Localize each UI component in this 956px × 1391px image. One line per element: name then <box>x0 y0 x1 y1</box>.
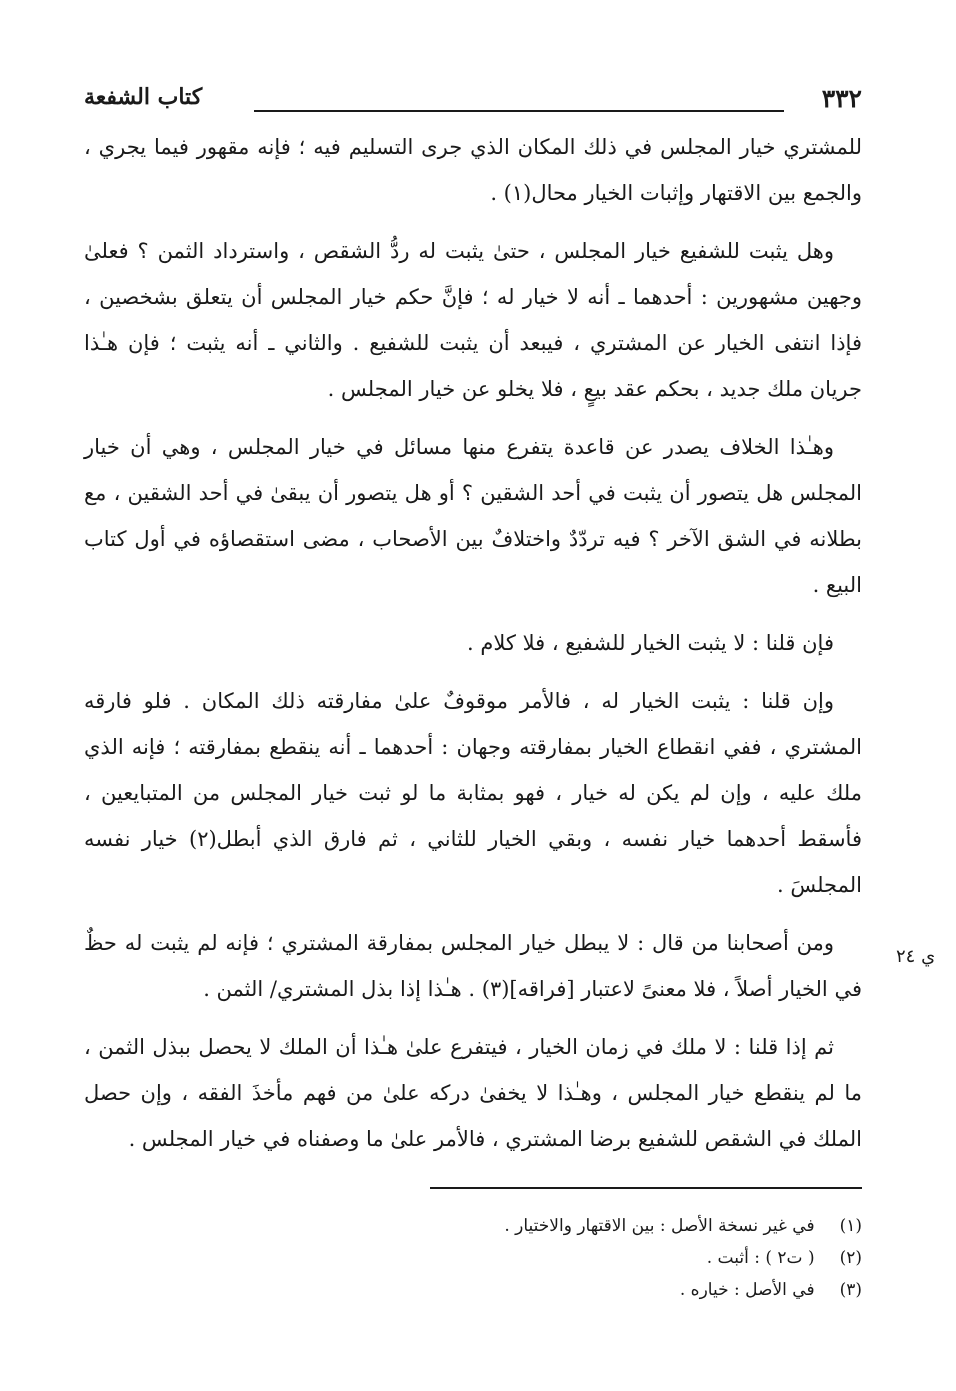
footnote-2 <box>84 1242 862 1274</box>
page-header <box>84 84 862 124</box>
footnote-2-number: (٢) <box>839 1248 862 1268</box>
page-number: ٣٣٢ <box>821 84 862 113</box>
paragraph-6: ومن أصحابنا من قال : لا يبطل خيار المجلس بمفارقة المشتري ؛ فإنه لم يثبت له حظٌ في الخيار أصلاً ، فلا معنىً لاعتبار [فراقه](٣) . هـٰذا إذا بذل المشتري/ الثمن . <box>84 931 862 1001</box>
footnote-1-number: (١) <box>839 1216 862 1236</box>
footnote-3-text: في الأصل : خياره . <box>679 1280 815 1300</box>
footnote-3 <box>84 1274 862 1306</box>
paragraph-2: وهل يثبت للشفيع خيار المجلس ، حتىٰ يثبت له ردُّ الشقص ، واسترداد الثمن ؟ فعلىٰ وجهين مشهورين : أحدهما ـ أنه لا خيار له ؛ فإنَّ حكم خيار المجلس أن يتعلق بشخصين ، فإذا انتفى الخيار عن المشتري ، فيبعد أن يثبت للشفيع . والثاني ـ أنه يثبت ؛ فإن هـٰذا جريان ملك جديد ، بحكم عقد بيعٍ ، فلا يخلو عن خيار المجلس . <box>84 239 862 401</box>
running-title: كتاب الشفعة <box>84 84 203 110</box>
footnote-2-text: ( ت٢ ) : أثبت . <box>706 1248 815 1268</box>
paragraph-3: وهـٰذا الخلاف يصدر عن قاعدة يتفرع منها مسائل في خيار المجلس ، وهي أن خيار المجلس هل يتصور أن يثبت في أحد الشقين ؟ أو هل يتصور أن يبقىٰ في أحد الشقين ، مع بطلانه في الشق الآخر ؟ فيه تردّدٌ واختلافٌ بين الأصحاب ، مضى استقصاؤه في أول كتاب البيع . <box>84 435 862 597</box>
footnotes <box>84 1210 862 1306</box>
footnote-divider <box>430 1187 862 1189</box>
header-rule <box>254 110 784 112</box>
paragraph-7: ثم إذا قلنا : لا ملك في زمان الخيار ، فيتفرع علىٰ هـٰذا أن الملك لا يحصل ببذل الثمن ، ما لم ينقطع خيار المجلس ، وهـٰذا لا يخفىٰ دركه علىٰ من فهم مأخذَ الفقه ، وإن حصل الملك في الشقص للشفيع برضا المشتري ، فالأمر علىٰ ما وصفناه في خيار المجلس . <box>84 1035 862 1151</box>
paragraph-1: للمشتري خيار المجلس في ذلك المكان الذي جرى التسليم فيه ؛ فإنه مقهور فيما يجري ، والجمع بين الاقتهار وإثبات الخيار محال(١) . <box>84 135 862 205</box>
footnote-3-number: (٣) <box>839 1280 862 1300</box>
paragraph-4: فإن قلنا : لا يثبت الخيار للشفيع ، فلا كلام . <box>467 631 834 655</box>
main-text <box>84 124 862 1174</box>
margin-manuscript-note: ي ٢٤ <box>896 946 936 967</box>
paragraph-5: وإن قلنا : يثبت الخيار له ، فالأمر موقوفٌ علىٰ مفارقته ذلك المكان . فلو فارقه المشتري ، ففي انقطاع الخيار بمفارقته وجهان : أحدهما ـ أنه ينقطع بمفارقته ؛ فإنه الذي ملك عليه ، وإن لم يكن له خيار ، فهو بمثابة ما لو ثبت خيار المجلس من المتبايعين ، فأسقط أحدهما خيار نفسه ، وبقي الخيار للثاني ، ثم فارق الذي أبطل(٢) خيار نفسه المجلسَ . <box>84 689 862 897</box>
footnote-1 <box>84 1210 862 1242</box>
footnote-1-text: في غير نسخة الأصل : بين الاقتهار والاختيار . <box>504 1216 815 1236</box>
